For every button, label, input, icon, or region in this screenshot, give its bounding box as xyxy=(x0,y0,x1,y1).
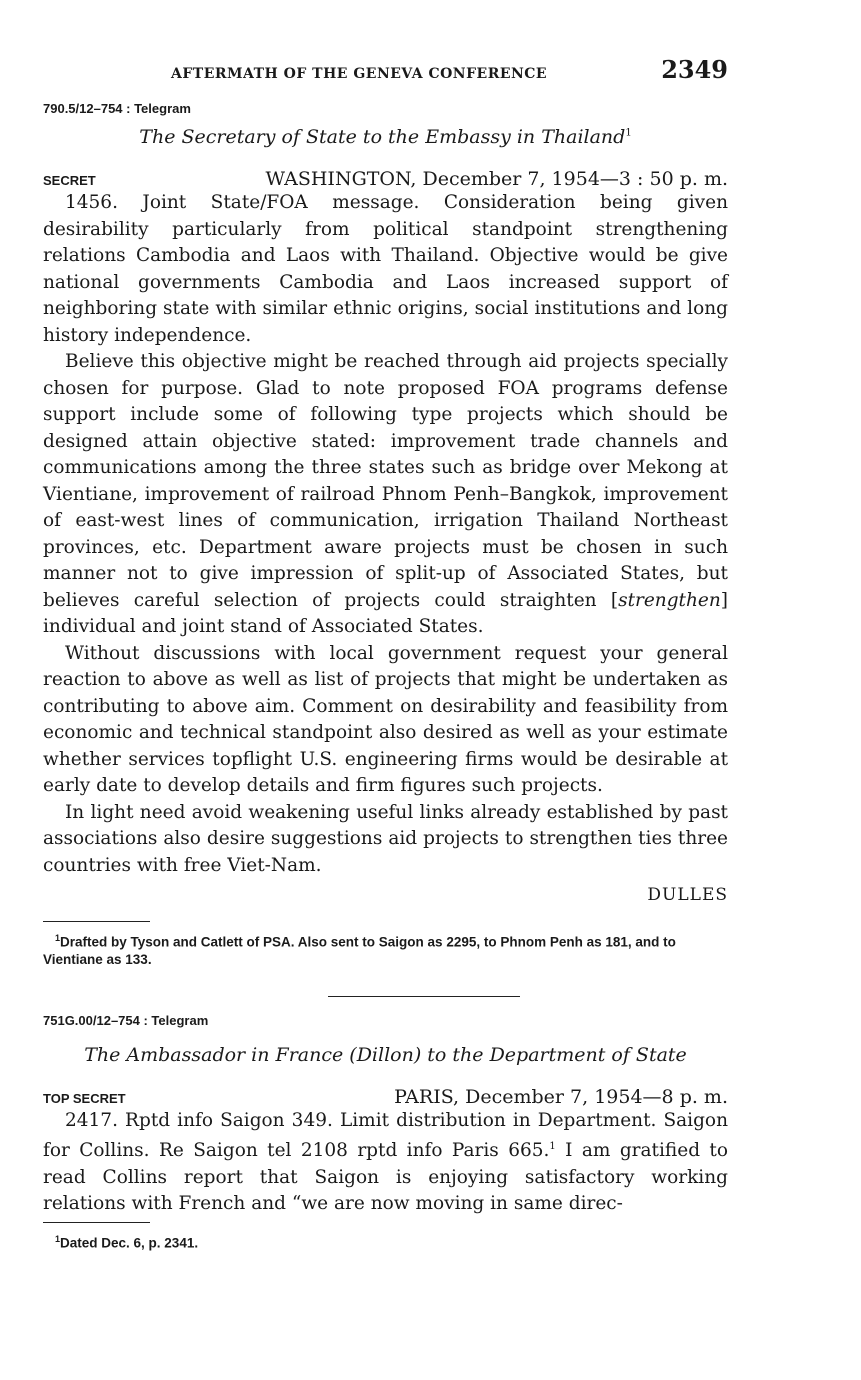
footnote-mark: 1 xyxy=(55,933,61,943)
document-title-text: The Secretary of State to the Embassy in Thailand xyxy=(139,126,626,148)
paragraph: In light need avoid weakening useful links already established by past associations also desire suggestions aid projects to strengthen ties three countries with free Viet-Nam. xyxy=(43,801,728,876)
paragraph-text: Believe this objective might be reached through aid projects specially chosen for purpose. Glad to note proposed FOA programs defense support include some of following type projects which should be designed attain objective stated: improvement trade channels and communications among the three states such as bridge over Mekong at Vientiane, improvement of railroad Phnom Penh–Bangkok, improvement of east-west lines of communication, irrigation Thailand Northeast provinces, etc. Department aware projects must be chosen in such manner not to give impression of split-up of Associated States, but believes careful selection of projects could straighten xyxy=(43,351,728,611)
footnote-text: Drafted by Tyson and Catlett of PSA. Also sent to Saigon as 2295, to Phnom Penh as 181, and to Vientiane as 133. xyxy=(43,934,676,967)
editorial-insertion: strengthen xyxy=(618,589,721,611)
classification-label: SECRET xyxy=(43,173,96,188)
document-title-part: ) to the Department of State xyxy=(413,1043,687,1066)
paragraph-tail: individual and joint stand of Associated States. xyxy=(43,616,484,637)
paragraph-text: I am gratified to read Collins report that Saigon is enjoying satisfactory working relations with French and “we are now moving in same direc- xyxy=(43,1140,729,1215)
footnote-text: Dated Dec. 6, p. 2341. xyxy=(60,1235,199,1251)
page-number: 2349 xyxy=(661,55,728,84)
running-title: AFTERMATH OF THE GENEVA CONFERENCE xyxy=(171,66,548,82)
footnote-divider xyxy=(43,1222,150,1223)
file-reference: 790.5/12–754 : Telegram xyxy=(43,101,191,116)
paragraph: 1456. Joint State/FOA message. Consideration being given desirability particularly from political standpoint strengthening relations Cambodia and Laos with Thailand. Objective would be give national governments Cambodia and Laos increased support of neighboring state with similar ethnic origins, social institutions and long history independence. xyxy=(43,192,728,346)
footnote-mark: 1 xyxy=(55,1233,61,1244)
title-footnote-mark: 1 xyxy=(625,127,632,139)
footnote xyxy=(43,930,728,968)
document-title xyxy=(43,126,728,148)
dateline xyxy=(43,168,728,190)
file-reference: 751G.00/12–754 : Telegram xyxy=(43,1012,209,1028)
document-page xyxy=(43,55,728,1251)
dateline xyxy=(43,1086,728,1108)
footnote xyxy=(43,1231,728,1252)
paragraph: Believe this objective might be reached through aid projects specially chosen for purpose. Glad to note proposed FOA programs defense support include some of following type projects which should be designed attain objective stated: improvement trade channels and communications among the three states such as bridge over Mekong at Vientiane, improvement of railroad Phnom Penh–Bangkok, improvement of east-west lines of communication, irrigation Thailand Northeast provinces, etc. Department aware projects must be chosen in such manner not to give impression of split-up of Associated States, but believes careful selection of projects could straighten [strengthen] individual and joint stand of Associated States. xyxy=(43,351,728,637)
document-title xyxy=(43,1044,728,1066)
footnote-divider xyxy=(43,921,150,922)
document-title-part: The Ambassador in France ( xyxy=(84,1043,357,1066)
section-divider xyxy=(328,996,520,997)
classification-label: TOP SECRET xyxy=(43,1090,126,1106)
place-date: PARIS, December 7, 1954—8 p. m. xyxy=(394,1085,728,1108)
running-header xyxy=(43,55,728,89)
paragraph-text: 2417. Rptd info Saigon 349. Limit distribution in Department. Saigon for Collins. Re Saigon tel 2108 rptd info Paris 665. xyxy=(43,1109,728,1162)
place-date: WASHINGTON, December 7, 1954—3 : 50 p. m. xyxy=(265,168,728,190)
paragraph: Without discussions with local government request your general reaction to above as well as list of projects that might be undertaken as contributing to above aim. Comment on desirability and feasibility from economic and technical standpoint also desired as well as your estimate whether services topflight U.S. engineering firms would be desirable at early date to develop details and firm figures such projects. xyxy=(43,642,728,796)
footnote-reference: 1 xyxy=(549,1141,556,1152)
document-title-name: Dillon xyxy=(356,1043,414,1066)
signature: DULLES xyxy=(647,885,728,905)
paragraph xyxy=(43,1108,728,1218)
